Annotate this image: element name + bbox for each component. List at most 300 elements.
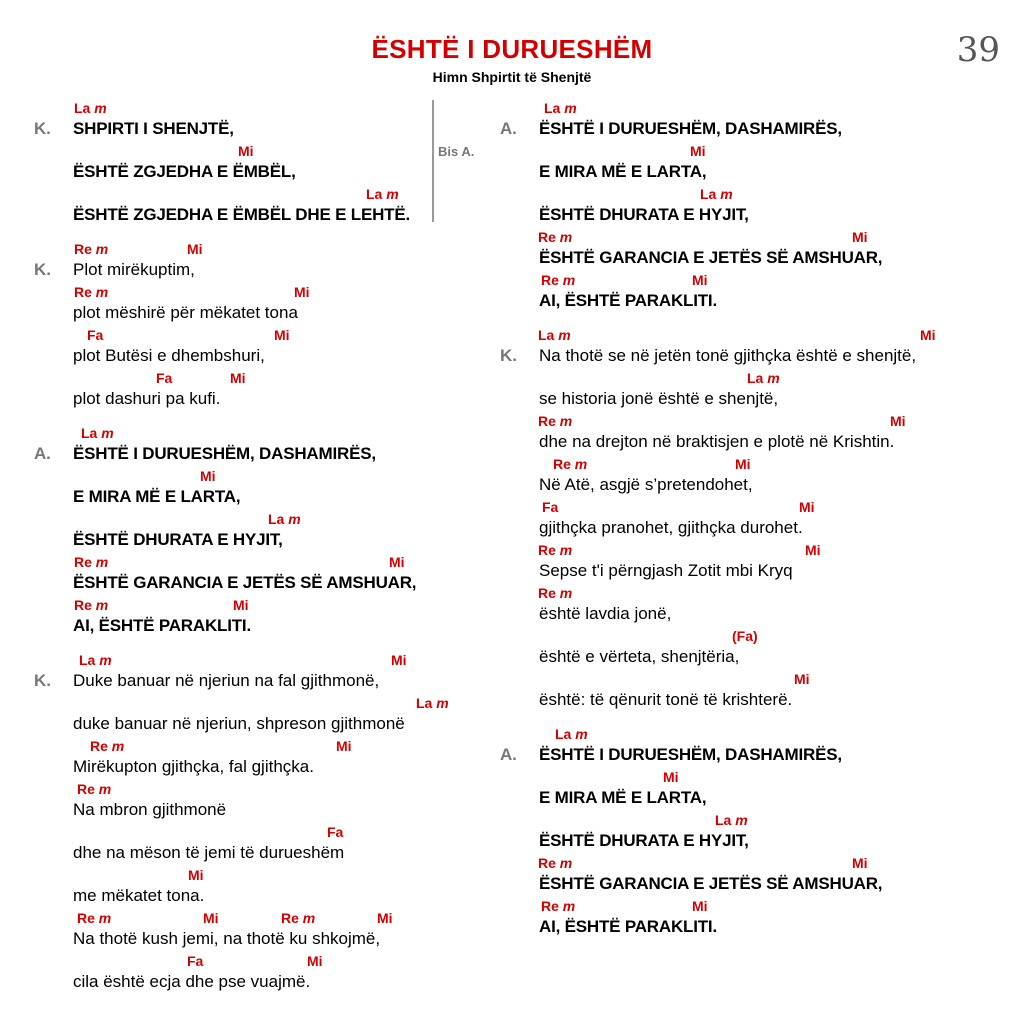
- lyric-text: Duke banuar në njeriun na fal gjithmonë,: [73, 671, 380, 690]
- chord-root: Re: [538, 413, 556, 429]
- chord-row: [30, 509, 470, 530]
- chord-row: [496, 583, 1006, 604]
- chord: [200, 468, 216, 484]
- lyric-text: duke banuar në njeriun, shpreson gjithmonë: [73, 714, 405, 733]
- lyric-row: [30, 671, 470, 693]
- chord-root: Mi: [203, 910, 219, 926]
- chord: [74, 554, 108, 570]
- chord: [87, 327, 103, 343]
- chord-row: [30, 184, 470, 205]
- chord-root: Re: [74, 284, 92, 300]
- chord-root: Re: [74, 241, 92, 257]
- lyric-row: [30, 616, 470, 638]
- lyric-row: [496, 205, 1006, 227]
- chord-root: Fa: [327, 824, 344, 840]
- verse-label: K.: [34, 671, 51, 690]
- chord: [230, 370, 246, 386]
- chord-row: [496, 325, 1006, 346]
- chord-root: Re: [281, 910, 299, 926]
- chord: [416, 695, 449, 711]
- chord: [156, 370, 172, 386]
- chord-root: La: [366, 186, 383, 202]
- song-line: [30, 509, 470, 552]
- chord-row: [30, 595, 470, 616]
- lyric-row: [496, 248, 1006, 270]
- chord-root: Re: [74, 554, 92, 570]
- chord-minor: m: [95, 241, 109, 257]
- chord: [391, 652, 407, 668]
- lyric-text: E MIRA MË E LARTA,: [539, 788, 707, 807]
- song-line: [30, 908, 470, 951]
- lyric-text: Na mbron gjithmonë: [73, 800, 227, 819]
- lyric-row: [30, 389, 470, 411]
- chord-row: [30, 141, 470, 162]
- chord: [852, 229, 868, 245]
- lyric-row: [30, 843, 470, 865]
- chord-root: Mi: [389, 554, 405, 570]
- song-line: [496, 724, 1006, 767]
- chord: [377, 910, 393, 926]
- chord-row: [496, 724, 1006, 745]
- lyric-row: [30, 162, 470, 184]
- chord-root: Mi: [692, 898, 708, 914]
- chord-root: Mi: [187, 241, 203, 257]
- verse-block: [496, 325, 1006, 712]
- chord-root: Mi: [805, 542, 821, 558]
- lyric-text: është lavdia jonë,: [539, 604, 672, 623]
- chord-root: La: [81, 425, 98, 441]
- chord-root: Re: [77, 910, 95, 926]
- verse-label: K.: [500, 346, 517, 365]
- song-line: [496, 540, 1006, 583]
- lyric-text: Plot mirëkuptim,: [73, 260, 195, 279]
- chord: [692, 272, 708, 288]
- chord-minor: m: [95, 284, 109, 300]
- lyric-text: Na thotë kush jemi, na thotë ku shkojmë,: [73, 929, 381, 948]
- chord-root: La: [544, 100, 561, 116]
- lyric-row: [496, 291, 1006, 313]
- chord: [238, 143, 254, 159]
- lyric-text: ËSHTË DHURATA E HYJIT,: [539, 205, 749, 224]
- lyric-text: Sepse t'i përngjash Zotit mbi Kryq: [539, 561, 793, 580]
- chord-row: [30, 908, 470, 929]
- verse-label: A.: [500, 119, 517, 138]
- lyric-text: ËSHTË GARANCIA E JETËS SË AMSHUAR,: [73, 573, 417, 592]
- chord: [74, 241, 108, 257]
- chord-root: Mi: [336, 738, 352, 754]
- chord: [542, 499, 558, 515]
- lyric-text: dhe na drejton në braktisjen e plotë në Krishtin.: [539, 432, 895, 451]
- lyric-row: [496, 561, 1006, 583]
- chord-root: Mi: [294, 284, 310, 300]
- song-line: [496, 497, 1006, 540]
- lyric-row: [496, 690, 1006, 712]
- chord-minor: m: [386, 186, 399, 202]
- chord: [281, 910, 315, 926]
- chord-root: Mi: [307, 953, 323, 969]
- song-line: [30, 423, 470, 466]
- chord-minor: m: [302, 910, 316, 926]
- chord-root: Mi: [230, 370, 246, 386]
- lyric-row: [30, 714, 470, 736]
- chord-row: [30, 325, 470, 346]
- lyric-text: ËSHTË DHURATA E HYJIT,: [539, 831, 749, 850]
- chord-minor: m: [99, 652, 112, 668]
- song-line: [30, 141, 470, 184]
- verse-block: [30, 239, 470, 411]
- chord-row: [496, 270, 1006, 291]
- chord-minor: m: [436, 695, 449, 711]
- chord: [920, 327, 936, 343]
- chord-root: Re: [553, 456, 571, 472]
- lyric-row: [496, 432, 1006, 454]
- lyric-text: ËSHTË ZGJEDHA E ËMBËL DHE E LEHTË.: [73, 205, 411, 224]
- chord-root: Re: [77, 781, 95, 797]
- chord-minor: m: [767, 370, 780, 386]
- lyric-text: se historia jonë është e shenjtë,: [539, 389, 779, 408]
- chord-root: (Fa): [732, 628, 758, 644]
- left-column: [30, 98, 470, 1006]
- song-line: [30, 779, 470, 822]
- chord: [203, 910, 219, 926]
- song-line: [496, 368, 1006, 411]
- bis-label: Bis A.: [438, 144, 475, 159]
- chord-minor: m: [559, 855, 573, 871]
- chord: [336, 738, 352, 754]
- song-line: [30, 951, 470, 994]
- lyric-row: [496, 119, 1006, 141]
- lyric-text: ËSHTË GARANCIA E JETËS SË AMSHUAR,: [539, 874, 883, 893]
- song-line: [30, 184, 470, 227]
- verse-label: A.: [500, 745, 517, 764]
- chord: [541, 272, 575, 288]
- chord-row: [496, 454, 1006, 475]
- lyric-row: [30, 972, 470, 994]
- lyric-text: ËSHTË I DURUESHËM, DASHAMIRËS,: [539, 745, 842, 764]
- chord-root: Mi: [663, 769, 679, 785]
- song-line: [30, 650, 470, 693]
- chord-root: Re: [538, 585, 556, 601]
- chord-root: Mi: [238, 143, 254, 159]
- song-line: [30, 325, 470, 368]
- chord-row: [30, 466, 470, 487]
- lyric-row: [30, 886, 470, 908]
- song-line: [496, 810, 1006, 853]
- song-line: [496, 583, 1006, 626]
- lyric-row: [30, 303, 470, 325]
- chord-root: Mi: [200, 468, 216, 484]
- chord-minor: m: [95, 597, 109, 613]
- lyric-text: ËSHTË DHURATA E HYJIT,: [73, 530, 283, 549]
- chord-row: [30, 98, 470, 119]
- chord-minor: m: [559, 229, 573, 245]
- chord-minor: m: [735, 812, 748, 828]
- lyric-row: [30, 757, 470, 779]
- verse-label: A.: [34, 444, 51, 463]
- chord-row: [496, 98, 1006, 119]
- lyric-text: është: të qënurit tonë të krishterë.: [539, 690, 793, 709]
- chord-row: [496, 669, 1006, 690]
- chord: [77, 781, 111, 797]
- chord: [74, 284, 108, 300]
- song-line: [30, 466, 470, 509]
- chord-root: Fa: [187, 953, 204, 969]
- lyric-row: [30, 119, 470, 141]
- lyric-text: është e vërteta, shenjtëria,: [539, 647, 740, 666]
- lyric-row: [496, 475, 1006, 497]
- chord-root: La: [538, 327, 555, 343]
- chord: [700, 186, 733, 202]
- verse-block: [496, 724, 1006, 939]
- right-column: [496, 98, 1006, 951]
- song-line: [30, 822, 470, 865]
- chord-root: Mi: [690, 143, 706, 159]
- chord-row: [496, 227, 1006, 248]
- lyric-text: ËSHTË I DURUESHËM, DASHAMIRËS,: [73, 444, 376, 463]
- chord: [799, 499, 815, 515]
- chord-root: Re: [90, 738, 108, 754]
- chord-row: [30, 239, 470, 260]
- chord-root: Re: [538, 229, 556, 245]
- lyric-text: Mirëkupton gjithçka, fal gjithçka.: [73, 757, 314, 776]
- lyric-row: [496, 917, 1006, 939]
- chord: [544, 100, 577, 116]
- chord-minor: m: [559, 413, 573, 429]
- song-line: [496, 896, 1006, 939]
- lyric-text: cila është ecja dhe pse vuajmë.: [73, 972, 311, 991]
- chord: [890, 413, 906, 429]
- chord: [77, 910, 111, 926]
- lyric-text: ËSHTË GARANCIA E JETËS SË AMSHUAR,: [539, 248, 883, 267]
- lyric-row: [496, 647, 1006, 669]
- page-title: ËSHTË I DURUESHËM: [371, 34, 653, 64]
- chord-row: [30, 552, 470, 573]
- chord-minor: m: [98, 910, 112, 926]
- chord: [188, 867, 204, 883]
- chord-root: La: [700, 186, 717, 202]
- chord-minor: m: [575, 726, 588, 742]
- chord-root: La: [74, 100, 91, 116]
- song-line: [30, 239, 470, 282]
- lyric-row: [30, 573, 470, 595]
- page-subtitle: Himn Shpirtit të Shenjtë: [432, 69, 592, 85]
- chord: [852, 855, 868, 871]
- chord-root: Mi: [692, 272, 708, 288]
- lyric-row: [30, 929, 470, 951]
- lyric-text: E MIRA MË E LARTA,: [539, 162, 707, 181]
- chord-row: [496, 411, 1006, 432]
- chord: [732, 628, 758, 644]
- chord-row: [496, 767, 1006, 788]
- song-line: [496, 767, 1006, 810]
- chord-root: La: [79, 652, 96, 668]
- chord-root: Mi: [794, 671, 810, 687]
- chord-root: Re: [538, 542, 556, 558]
- chord-row: [30, 736, 470, 757]
- chord-root: Mi: [274, 327, 290, 343]
- chord: [389, 554, 405, 570]
- chord: [90, 738, 124, 754]
- lyric-text: Në Atë, asgjë s’pretendohet,: [539, 475, 753, 494]
- chord-minor: m: [111, 738, 125, 754]
- verse-block: [496, 98, 1006, 313]
- chord-root: Mi: [233, 597, 249, 613]
- chord-row: [30, 865, 470, 886]
- song-line: [496, 227, 1006, 270]
- lyric-text: me mëkatet tona.: [73, 886, 205, 905]
- lyric-row: [496, 745, 1006, 767]
- song-line: [496, 184, 1006, 227]
- chord: [274, 327, 290, 343]
- chord-row: [30, 779, 470, 800]
- chord-minor: m: [564, 100, 577, 116]
- chord-root: Mi: [799, 499, 815, 515]
- chord-root: La: [416, 695, 433, 711]
- lyric-row: [496, 831, 1006, 853]
- chord-row: [30, 282, 470, 303]
- chord: [81, 425, 114, 441]
- page-number: 39: [956, 30, 1000, 70]
- chord-minor: m: [101, 425, 114, 441]
- chord: [538, 585, 572, 601]
- song-line: [30, 693, 470, 736]
- chord-minor: m: [98, 781, 112, 797]
- song-line: [496, 325, 1006, 368]
- lyric-text: AI, ËSHTË PARAKLITI.: [539, 291, 717, 310]
- chord-root: Re: [538, 855, 556, 871]
- chord-row: [496, 497, 1006, 518]
- chord-root: Re: [541, 272, 559, 288]
- chord-root: Mi: [920, 327, 936, 343]
- chord: [294, 284, 310, 300]
- chord-root: Re: [74, 597, 92, 613]
- chord: [747, 370, 780, 386]
- chord-row: [30, 423, 470, 444]
- chord-row: [30, 822, 470, 843]
- lyric-row: [496, 874, 1006, 896]
- chord: [366, 186, 399, 202]
- lyric-text: ËSHTË I DURUESHËM, DASHAMIRËS,: [539, 119, 842, 138]
- lyric-row: [496, 346, 1006, 368]
- lyric-row: [30, 800, 470, 822]
- lyric-row: [30, 530, 470, 552]
- lyric-row: [30, 487, 470, 509]
- chord-row: [496, 810, 1006, 831]
- song-line: [30, 552, 470, 595]
- chord-minor: m: [559, 585, 573, 601]
- chord-root: Mi: [852, 229, 868, 245]
- chord-row: [30, 368, 470, 389]
- lyric-row: [496, 518, 1006, 540]
- chord-row: [496, 896, 1006, 917]
- song-line: [496, 853, 1006, 896]
- chord-root: Mi: [377, 910, 393, 926]
- song-line: [496, 669, 1006, 712]
- chord-minor: m: [562, 272, 576, 288]
- chord-minor: m: [720, 186, 733, 202]
- lyric-text: AI, ËSHTË PARAKLITI.: [73, 616, 251, 635]
- song-line: [496, 411, 1006, 454]
- song-line: [496, 141, 1006, 184]
- song-line: [30, 595, 470, 638]
- lyric-row: [496, 389, 1006, 411]
- chord: [79, 652, 112, 668]
- chord-root: Fa: [156, 370, 173, 386]
- lyric-row: [30, 260, 470, 282]
- chord-row: [30, 650, 470, 671]
- chord-root: La: [555, 726, 572, 742]
- lyric-text: ËSHTË ZGJEDHA E ËMBËL,: [73, 162, 296, 181]
- chord-minor: m: [574, 456, 588, 472]
- verse-label: K.: [34, 260, 51, 279]
- chord: [268, 511, 301, 527]
- chord: [327, 824, 343, 840]
- chord: [74, 597, 108, 613]
- chord-minor: m: [94, 100, 107, 116]
- chord-root: Re: [541, 898, 559, 914]
- lyric-text: Na thotë se në jetën tonë gjithçka është e shenjtë,: [539, 346, 917, 365]
- chord-minor: m: [558, 327, 571, 343]
- lyric-text: SHPIRTI I SHENJTË,: [73, 119, 234, 138]
- chord: [690, 143, 706, 159]
- chord-root: La: [747, 370, 764, 386]
- bis-divider: [432, 100, 434, 222]
- chord-root: La: [268, 511, 285, 527]
- chord: [553, 456, 587, 472]
- lyric-row: [30, 444, 470, 466]
- chord-minor: m: [559, 542, 573, 558]
- chord-row: [496, 141, 1006, 162]
- lyric-text: plot dashuri pa kufi.: [73, 389, 221, 408]
- chord-root: Mi: [735, 456, 751, 472]
- chord-row: [30, 693, 470, 714]
- chord-minor: m: [562, 898, 576, 914]
- verse-block: [30, 98, 470, 227]
- lyric-row: [30, 346, 470, 368]
- chord: [538, 229, 572, 245]
- chord: [538, 855, 572, 871]
- chord: [538, 413, 572, 429]
- chord: [187, 953, 203, 969]
- lyric-text: AI, ËSHTË PARAKLITI.: [539, 917, 717, 936]
- chord-row: [496, 626, 1006, 647]
- chord: [233, 597, 249, 613]
- verse-label: K.: [34, 119, 51, 138]
- verse-block: [30, 650, 470, 994]
- chord-root: Mi: [852, 855, 868, 871]
- lyric-text: plot mëshirë për mëkatet tona: [73, 303, 298, 322]
- lyric-text: E MIRA MË E LARTA,: [73, 487, 241, 506]
- lyric-row: [496, 604, 1006, 626]
- song-line: [30, 865, 470, 908]
- lyric-text: gjithçka pranohet, gjithçka durohet.: [539, 518, 803, 537]
- song-line: [30, 736, 470, 779]
- chord: [538, 327, 571, 343]
- chord-root: Mi: [890, 413, 906, 429]
- chord: [74, 100, 107, 116]
- chord: [692, 898, 708, 914]
- chord-row: [30, 951, 470, 972]
- chord-row: [496, 540, 1006, 561]
- chord-root: Fa: [87, 327, 104, 343]
- chord: [663, 769, 679, 785]
- song-line: [30, 282, 470, 325]
- lyric-row: [496, 162, 1006, 184]
- chord-root: Mi: [188, 867, 204, 883]
- chord-root: La: [715, 812, 732, 828]
- chord-row: [496, 853, 1006, 874]
- chord: [307, 953, 323, 969]
